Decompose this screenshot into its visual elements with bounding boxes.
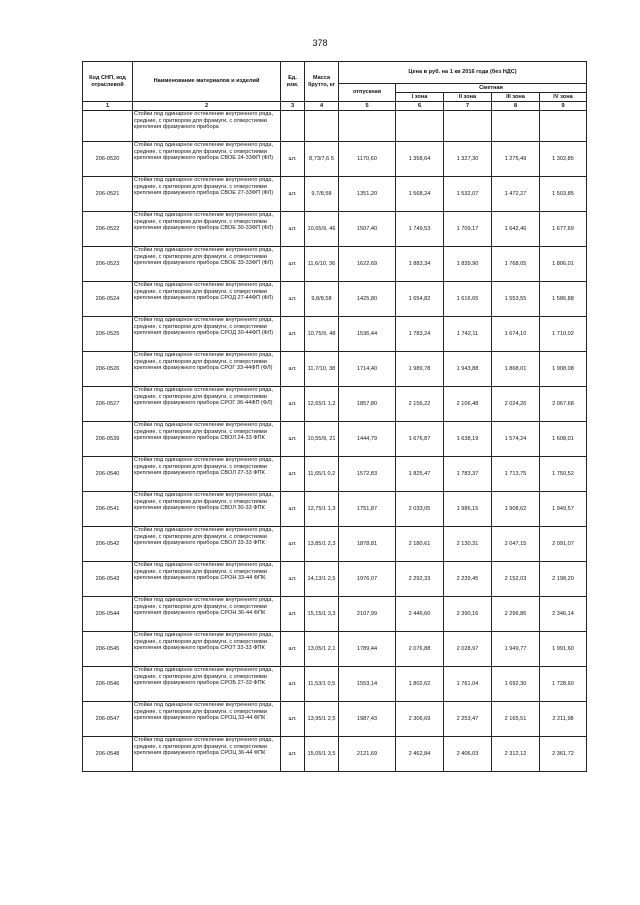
unit-cell: шт.: [281, 457, 305, 492]
table-row: [83, 457, 587, 492]
column-number: 8: [492, 102, 540, 111]
header-zone-3: III зона: [492, 93, 540, 102]
mass-cell: 14,13/1 2,5: [305, 562, 339, 597]
zone2-price-cell: 2 130,31: [444, 527, 492, 562]
table-row: [83, 667, 587, 702]
unit-cell: шт.: [281, 317, 305, 352]
mass-cell: 15,15/1 3,3: [305, 597, 339, 632]
zone2-price-cell: 1 742,11: [444, 317, 492, 352]
name-cell: Стойки под одинарное остекление внутреннего ряда, средние, с притвором для фрамуги, с отверстиями крепления фрамужного прибора СРОГ 33-44ФП (ФЛ): [133, 352, 281, 387]
table-row: [83, 702, 587, 737]
name-cell: Стойки под одинарное остекление внутреннего ряда, средние, с притвором для фрамуги, с отверстиями крепления фрамужного прибора СРОН 33-44 ФПК: [133, 562, 281, 597]
zone4-price-cell: 1 710,02: [540, 317, 587, 352]
zone4-price-cell: 1 728,60: [540, 667, 587, 702]
zone3-price-cell: 1 713,75: [492, 457, 540, 492]
release-price-cell: 1351,20: [339, 177, 396, 212]
name-cell: Стойки под одинарное остекление внутреннего ряда, средние, с притвором для фрамуги, с отверстиями крепления фрамужного прибора СВОЕ 24-33ФП (ФЛ): [133, 142, 281, 177]
table-row: [83, 247, 587, 282]
name-cell: Стойки под одинарное остекление внутреннего ряда, средние, с притвором для фрамуги, с отверстиями крепления фрамужного прибора СВОЕ 33-33ФП (ФЛ): [133, 247, 281, 282]
unit-cell: шт.: [281, 492, 305, 527]
code-cell: 206-0542: [83, 527, 133, 562]
column-numbers-row: [83, 102, 587, 111]
release-price-cell: 2107,99: [339, 597, 396, 632]
release-price-cell: 1987,43: [339, 702, 396, 737]
unit-cell: [281, 111, 305, 142]
zone4-price-cell: 1 302,85: [540, 142, 587, 177]
zone1-price-cell: 1 825,47: [396, 457, 444, 492]
mass-cell: 9,7/8,58: [305, 177, 339, 212]
release-price-cell: 1622,69: [339, 247, 396, 282]
zone4-price-cell: 1 503,85: [540, 177, 587, 212]
unit-cell: шт.: [281, 737, 305, 772]
name-cell: Стойки под одинарное остекление внутреннего ряда, средние, с притвором для фрамуги, с отверстиями крепления фрамужного прибора СВОЛ 24-33 ФПК: [133, 422, 281, 457]
column-number: 9: [540, 102, 587, 111]
mass-cell: [305, 111, 339, 142]
zone2-price-cell: 1 327,30: [444, 142, 492, 177]
code-cell: 206-0526: [83, 352, 133, 387]
column-number: 1: [83, 102, 133, 111]
name-cell: Стойки под одинарное остекление внутреннего ряда, средние, с притвором для фрамуги, с отверстиями крепления фрамужного прибора СРОН 36-44 ФПК: [133, 597, 281, 632]
zone1-price-cell: 2 156,22: [396, 387, 444, 422]
header-mass: Масса брутто, кг: [305, 62, 339, 102]
zone3-price-cell: 1 692,30: [492, 667, 540, 702]
release-price-cell: 1572,83: [339, 457, 396, 492]
zone1-price-cell: 2 446,60: [396, 597, 444, 632]
unit-cell: шт.: [281, 387, 305, 422]
mass-cell: 10,65/9, 46: [305, 212, 339, 247]
zone3-price-cell: 1 275,49: [492, 142, 540, 177]
zone2-price-cell: 1 616,65: [444, 282, 492, 317]
name-cell: Стойки под одинарное остекление внутреннего ряда, средние, с притвором для фрамуги, с отверстиями крепления фрамужного прибора СРОЦ 36-44 ФПК: [133, 737, 281, 772]
zone1-price-cell: 1 989,78: [396, 352, 444, 387]
zone1-price-cell: 2 033,05: [396, 492, 444, 527]
zone1-price-cell: [396, 111, 444, 142]
name-cell: Стойки под одинарное остекление внутреннего ряда, средние, с притвором для фрамуги, с отверстиями крепления фрамужного прибора СРОТ 33-33 ФПК: [133, 632, 281, 667]
zone4-price-cell: 2 198,20: [540, 562, 587, 597]
zone2-price-cell: 1 839,90: [444, 247, 492, 282]
zone3-price-cell: 1 949,77: [492, 632, 540, 667]
zone3-price-cell: [492, 111, 540, 142]
zone4-price-cell: 1 586,88: [540, 282, 587, 317]
unit-cell: шт.: [281, 142, 305, 177]
release-price-cell: 1536,44: [339, 317, 396, 352]
table-row: [83, 142, 587, 177]
zone4-price-cell: 2 091,07: [540, 527, 587, 562]
zone3-price-cell: 1 553,55: [492, 282, 540, 317]
code-cell: 206-0541: [83, 492, 133, 527]
code-cell: 206-0547: [83, 702, 133, 737]
zone2-price-cell: 2 028,97: [444, 632, 492, 667]
code-cell: 206-0546: [83, 667, 133, 702]
zone2-price-cell: 2 106,48: [444, 387, 492, 422]
zone3-price-cell: 2 152,03: [492, 562, 540, 597]
mass-cell: 13,95/1 2,5: [305, 702, 339, 737]
zone3-price-cell: 2 047,15: [492, 527, 540, 562]
release-price-cell: 1976,07: [339, 562, 396, 597]
zone1-price-cell: 1 783,24: [396, 317, 444, 352]
release-price-cell: 1425,80: [339, 282, 396, 317]
code-cell: 206-0544: [83, 597, 133, 632]
column-number: 5: [339, 102, 396, 111]
zone3-price-cell: 1 868,01: [492, 352, 540, 387]
zone3-price-cell: 2 312,12: [492, 737, 540, 772]
mass-cell: 12,75/1 1,3: [305, 492, 339, 527]
unit-cell: шт.: [281, 352, 305, 387]
mass-cell: 8,73/7,6 5: [305, 142, 339, 177]
zone3-price-cell: 1 674,10: [492, 317, 540, 352]
zone4-price-cell: [540, 111, 587, 142]
group-intro-row: [83, 111, 587, 142]
table-row: [83, 597, 587, 632]
mass-cell: 11,65/1 0,2: [305, 457, 339, 492]
code-cell: 206-0543: [83, 562, 133, 597]
name-cell: Стойки под одинарное остекление внутреннего ряда, средние, с притвором для фрамуги, с отверстиями крепления фрамужного прибора СВОЛ 30-33 ФПК: [133, 492, 281, 527]
unit-cell: шт.: [281, 282, 305, 317]
zone3-price-cell: 2 024,26: [492, 387, 540, 422]
zone2-price-cell: 1 986,15: [444, 492, 492, 527]
code-cell: 206-0545: [83, 632, 133, 667]
zone3-price-cell: 2 165,51: [492, 702, 540, 737]
zone4-price-cell: 1 949,57: [540, 492, 587, 527]
table-row: [83, 492, 587, 527]
name-cell: Стойки под одинарное остекление внутреннего ряда, средние, с притвором для фрамуги, с отверстиями крепления фрамужного прибора СРОЦ 33-44 ФПК: [133, 702, 281, 737]
table-row: [83, 352, 587, 387]
mass-cell: 10,55/9, 21: [305, 422, 339, 457]
zone3-price-cell: 1 768,05: [492, 247, 540, 282]
header-zone-4: IV зона: [540, 93, 587, 102]
zone2-price-cell: [444, 111, 492, 142]
zone1-price-cell: 1 676,87: [396, 422, 444, 457]
release-price-cell: 2121,69: [339, 737, 396, 772]
zone3-price-cell: 2 296,86: [492, 597, 540, 632]
code-cell: 206-0524: [83, 282, 133, 317]
mass-cell: 12,65/1 1,2: [305, 387, 339, 422]
zone1-price-cell: 2 076,88: [396, 632, 444, 667]
zone2-price-cell: 2 253,47: [444, 702, 492, 737]
zone4-price-cell: 1 908,08: [540, 352, 587, 387]
code-cell: 206-0525: [83, 317, 133, 352]
zone3-price-cell: 1 908,62: [492, 492, 540, 527]
zone1-price-cell: 1 568,24: [396, 177, 444, 212]
group-intro-text: Стойки под одинарное остекление внутреннего ряда, средние, с притвором для фрамуги, с отверстиями крепления фрамужного прибора: [133, 111, 281, 142]
header-release: отпускная: [339, 84, 396, 102]
release-price-cell: 1789,44: [339, 632, 396, 667]
table-row: [83, 527, 587, 562]
zone2-price-cell: 1 783,37: [444, 457, 492, 492]
table-row: [83, 317, 587, 352]
zone4-price-cell: 2 067,68: [540, 387, 587, 422]
release-price-cell: 1857,80: [339, 387, 396, 422]
zone2-price-cell: 2 239,45: [444, 562, 492, 597]
column-number: 7: [444, 102, 492, 111]
mass-cell: 11,6/10, 36: [305, 247, 339, 282]
mass-cell: 13,85/1 2,3: [305, 527, 339, 562]
column-number: 2: [133, 102, 281, 111]
table-row: [83, 737, 587, 772]
name-cell: Стойки под одинарное остекление внутреннего ряда, средние, с притвором для фрамуги, с отверстиями крепления фрамужного прибора СВОЕ 27-33ФП (ФЛ): [133, 177, 281, 212]
name-cell: Стойки под одинарное остекление внутреннего ряда, средние, с притвором для фрамуги, с отверстиями крепления фрамужного прибора СРОБ 27-33 ФПК: [133, 667, 281, 702]
zone1-price-cell: 2 306,69: [396, 702, 444, 737]
table-row: [83, 632, 587, 667]
unit-cell: шт.: [281, 632, 305, 667]
zone1-price-cell: 1 883,34: [396, 247, 444, 282]
zone4-price-cell: 1 750,52: [540, 457, 587, 492]
header-name: Наименование материалов и изделий: [133, 62, 281, 102]
zone4-price-cell: 2 211,98: [540, 702, 587, 737]
header-code: Код СНП, код отраслевой: [83, 62, 133, 102]
unit-cell: шт.: [281, 597, 305, 632]
zone2-price-cell: 1 709,17: [444, 212, 492, 247]
release-price-cell: 1507,40: [339, 212, 396, 247]
release-price-cell: 1714,40: [339, 352, 396, 387]
name-cell: Стойки под одинарное остекление внутреннего ряда, средние, с притвором для фрамуги, с отверстиями крепления фрамужного прибора СРОД 30-44ФП (ФЛ): [133, 317, 281, 352]
unit-cell: шт.: [281, 667, 305, 702]
code-cell: 206-0521: [83, 177, 133, 212]
zone4-price-cell: 2 346,14: [540, 597, 587, 632]
table-row: [83, 562, 587, 597]
code-cell: 206-0548: [83, 737, 133, 772]
mass-cell: 11,53/1 0,5: [305, 667, 339, 702]
zone2-price-cell: 2 390,16: [444, 597, 492, 632]
zone1-price-cell: 2 180,61: [396, 527, 444, 562]
unit-cell: шт.: [281, 562, 305, 597]
unit-cell: шт.: [281, 702, 305, 737]
price-table: [82, 61, 587, 772]
release-price-cell: 1170,60: [339, 142, 396, 177]
table-row: [83, 177, 587, 212]
header-zone-1: I зона: [396, 93, 444, 102]
zone4-price-cell: 1 677,69: [540, 212, 587, 247]
zone1-price-cell: 2 462,84: [396, 737, 444, 772]
name-cell: Стойки под одинарное остекление внутреннего ряда, средние, с притвором для фрамуги, с отверстиями крепления фрамужного прибора СРОД 27-44ФП (ФЛ): [133, 282, 281, 317]
zone2-price-cell: 1 943,88: [444, 352, 492, 387]
code-cell: 206-0539: [83, 422, 133, 457]
release-price-cell: 1553,14: [339, 667, 396, 702]
column-number: 4: [305, 102, 339, 111]
zone1-price-cell: 1 749,53: [396, 212, 444, 247]
unit-cell: шт.: [281, 247, 305, 282]
name-cell: Стойки под одинарное остекление внутреннего ряда, средние, с притвором для фрамуги, с отверстиями крепления фрамужного прибора СВОЛ 27-33 ФПК: [133, 457, 281, 492]
page-number: 378: [312, 38, 328, 48]
name-cell: Стойки под одинарное остекление внутреннего ряда, средние, с притвором для фрамуги, с отверстиями крепления фрамужного прибора СВОЕ 30-33ФП (ФЛ): [133, 212, 281, 247]
zone2-price-cell: 1 761,04: [444, 667, 492, 702]
code-cell: 206-0527: [83, 387, 133, 422]
mass-cell: 11,7/10, 38: [305, 352, 339, 387]
code-cell: 206-0540: [83, 457, 133, 492]
zone4-price-cell: 1 608,01: [540, 422, 587, 457]
mass-cell: 15,05/1 3,5: [305, 737, 339, 772]
zone3-price-cell: 1 574,24: [492, 422, 540, 457]
header-price-group: Цена в руб. на 1 кв 2016 года (без НДС): [339, 62, 587, 84]
name-cell: Стойки под одинарное остекление внутреннего ряда, средние, с притвором для фрамуги, с отверстиями крепления фрамужного прибора СРОГ 36-44ФП (ФЛ): [133, 387, 281, 422]
zone4-price-cell: 2 361,72: [540, 737, 587, 772]
unit-cell: шт.: [281, 212, 305, 247]
zone1-price-cell: 1 358,64: [396, 142, 444, 177]
table-row: [83, 387, 587, 422]
mass-cell: 10,75/9, 48: [305, 317, 339, 352]
zone3-price-cell: 1 642,46: [492, 212, 540, 247]
zone2-price-cell: 1 638,19: [444, 422, 492, 457]
header-unit: Ед. изм.: [281, 62, 305, 102]
zone2-price-cell: 1 532,07: [444, 177, 492, 212]
release-price-cell: 1751,87: [339, 492, 396, 527]
code-cell: 206-0520: [83, 142, 133, 177]
release-price-cell: [339, 111, 396, 142]
table-header: [83, 62, 587, 111]
release-price-cell: 1878,81: [339, 527, 396, 562]
column-number: 6: [396, 102, 444, 111]
table-row: [83, 422, 587, 457]
code-cell: [83, 111, 133, 142]
name-cell: Стойки под одинарное остекление внутреннего ряда, средние, с притвором для фрамуги, с отверстиями крепления фрамужного прибора СВОЛ 33-33 ФПК: [133, 527, 281, 562]
table-row: [83, 282, 587, 317]
header-zone-2: II зона: [444, 93, 492, 102]
zone3-price-cell: 1 472,27: [492, 177, 540, 212]
zone2-price-cell: 2 406,03: [444, 737, 492, 772]
code-cell: 206-0522: [83, 212, 133, 247]
unit-cell: шт.: [281, 527, 305, 562]
zone1-price-cell: 1 654,82: [396, 282, 444, 317]
unit-cell: шт.: [281, 177, 305, 212]
mass-cell: 13,05/1 2,1: [305, 632, 339, 667]
unit-cell: шт.: [281, 422, 305, 457]
mass-cell: 9,8/8,58: [305, 282, 339, 317]
table-body: [83, 111, 587, 772]
zone4-price-cell: 1 991,60: [540, 632, 587, 667]
zone4-price-cell: 1 806,01: [540, 247, 587, 282]
table-row: [83, 212, 587, 247]
column-number: 3: [281, 102, 305, 111]
zone1-price-cell: 1 802,62: [396, 667, 444, 702]
release-price-cell: 1444,79: [339, 422, 396, 457]
header-estimate: Сметная: [396, 84, 587, 93]
code-cell: 206-0523: [83, 247, 133, 282]
zone1-price-cell: 2 292,33: [396, 562, 444, 597]
